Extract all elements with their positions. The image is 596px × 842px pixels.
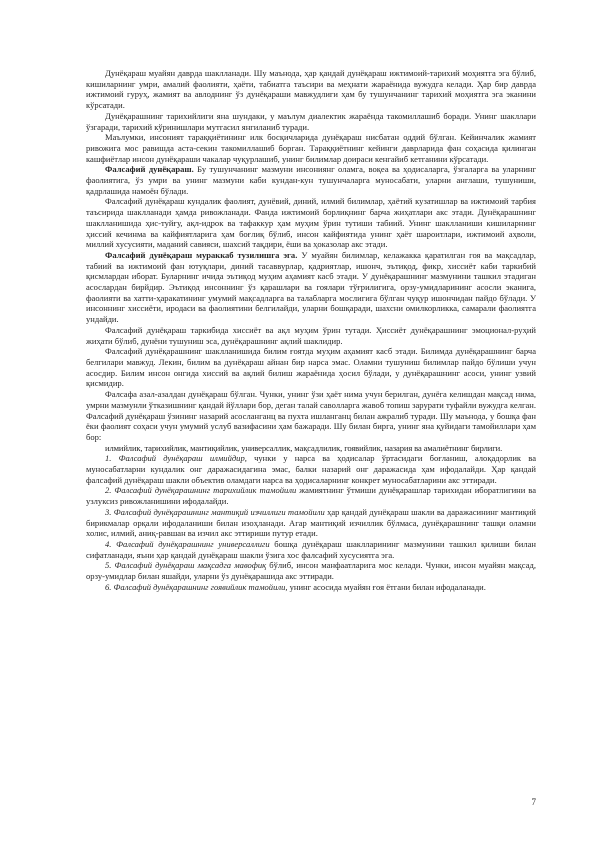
paragraph-4-text: Бу тушунчанинг мазмуни инсониянг оламга, воқеа ва ҳодисаларга, ўзгаларга ва уларнинг фаолиятига, ўз умри ва унинг мазмуни каби кундан-кун тушунчаларга муносабати, уларни англаши, тушуниши, қадрлашида намоён бўлади. (86, 164, 536, 196)
principle-6 (86, 582, 536, 593)
principle-6-lead: 6. Фалсафий дунёқарашнинг гоявийлик тамойили, (105, 581, 288, 592)
principle-2 (86, 485, 536, 506)
paragraph-8 (86, 346, 536, 389)
paragraph-3 (86, 132, 536, 164)
principle-5-lead: 5. Фалсафий дунёқараш мақсадга мавофиқ (105, 560, 267, 571)
principle-1-text: чунки у нарса ва ҳодисалар ўртасидаги боғланиш, алоқадорлик ва муносабатларни кундалик онг даражасидагина эмас, балки назарий онг даражасида ҳам ифодалайди. Ҳар қандай фалсафий дунёқараш шакли объектив оламдаги нарса ва ҳодисаларнинг конкрет муносабатларини акс эттиради. (86, 453, 536, 485)
principle-5-text: бўлиб, инсон манфаатларига мос келади. Чунки, инсон муайян мақсад, орзу-умидлар билан яшайди, уларни ўз дунёқарашида акс эттиради. (86, 560, 536, 582)
principle-3 (86, 507, 536, 539)
paragraph-6 (86, 250, 536, 325)
paragraph-10 (86, 443, 536, 454)
paragraph-10-text: илмийлик, тарихийлик, мантиқийлик, универсаллик, мақсадлилик, гоявийлик, назария ва амалиётнинг бирлиги. (105, 442, 503, 453)
paragraph-6-lead: Фалсафий дунёқараш мураккаб тузилишга эга. (105, 249, 298, 260)
paragraph-1-text: Дунёқараш муайян даврда шаклланади. Шу маънода, ҳар қандай дунёқараш ижтимоий-тарихий моҳиятга эга бўлиб, кишиларнинг умри, амалий фаолияти, ҳаёти, табиатга таъсири ва меҳнати жараёнида вужудга келади. Ҳар бир даврда ижтимоий гуруҳ, жамият ва авлоднинг ўз дунёқараши мавжудлиги ҳам бу тушунчанинг тарихий моҳиятга эга эканини кўрсатади. (86, 68, 536, 111)
paragraph-8-text: Фалсафий дунёқарашнинг шаклланишида билим ғоятда муҳим аҳамият касб этади. Билимда дунёқарашнинг барча белгилари мавжуд. Лекин, билим ва дунёқараш айнан бир нарса эмас. Оламни тушуниш билимлар пайдо бўлиши учун асосдир. Билим инсон онгида хиссий ва ақлий билиш жараёнида ҳосил бўлади, у дунёқарашнинг асоси, унинг узвий қисмидир. (86, 346, 536, 389)
principle-6-text: унинг асосида муайян ғоя ётгани билан ифодаланади. (287, 581, 486, 592)
principle-1-lead: 1. Фалсафий дунёқараш илмийдир, (105, 453, 247, 464)
paragraph-4 (86, 164, 536, 196)
paragraph-5 (86, 196, 536, 250)
page-number: 7 (531, 797, 536, 807)
principle-4 (86, 539, 536, 560)
paragraph-5-text: Фалсафий дунёқараш кундалик фаолият, дунёвий, диний, илмий билимлар, ҳаётий кузатишлар ва ижтимоий тарбия таъсирида шаклланади ҳамда ривожланади. Фанда ижтимоий борлиқнинг барча жиҳатлари акс этади. Дунёқарашнинг шаклланишида ҳис-туйғу, ақл-идрок ва тафаккур ҳам муҳим ўрин тутиши табиий. Унинг шаклланиши кишиларнинг ҳиссий кечинма ва кайфиятларига ҳам боғлиқ бўлиб, инсон кайфиятида унинг ҳаёт шароитлари, ижтимоий аҳволи, миллий хусусияти, маданий савияси, шахсий тақдири, ёши ва ҳоказолар акс этади. (86, 196, 536, 250)
principle-3-lead: 3. Фалсафий дунёқарашнинг мантиқий изчиллиги тамойили (105, 506, 325, 517)
paragraph-1 (86, 68, 536, 111)
paragraph-6-text: У муайян билимлар, келажакка қаратилган гоя ва мақсадлар, табиий ва ижтимоий фан ютуқлари, диний тасаввурлар, қадриятлар, ишонч, эътиқод, фикр, хиссиёт каби таркибий қисмлардан иборат. Буларнинг ичида эътиқод муҳим аҳамият касб этади. У дунёқарашнинг мазмунини ташкил этадиган асослардан бирйдир. Эътиқод инсоннинг ўз қарашлари ва гоялари тўғрилигига, орзу-умидларининг асосли эканига, фаолияти ва хатти-ҳаракатининг умумий мақсадларга ва талабларга мослигига бўлган чуқур ишончидан пайдо бўлади. У инсоннинг хиссиёти, иродаси ва фаолиятини белгилайди, уларни бошқаради, шахсни омилкорликка, самарали фаолиятга ундайди. (86, 249, 536, 325)
paragraph-2 (86, 111, 536, 132)
paragraph-4-lead: Фалсафий дунёқараш. (105, 164, 194, 175)
principle-1 (86, 453, 536, 485)
principle-2-text: жамиятнинг ўтмиши дунёқарашлар тарихидан иборатлигини ва узлуксиз ривожланишини ифодалайди. (86, 485, 536, 507)
principle-5 (86, 560, 536, 581)
principle-4-lead: 4. Фалсафий дунёқарашнинг универсаллиги (105, 538, 270, 549)
paragraph-2-text: Дунёқарашнинг тарихийлиги яна шундаки, у маълум диалектик жараёнда такомиллашиб боради. Унинг шакллари ўзгаради, тарихий кўринишлари мутгасил янгиланиб туради. (86, 110, 536, 132)
principle-2-lead: 2. Фалсафий дунёқарашнинг тарихийлик тамойили (105, 485, 297, 496)
principle-3-text: ҳар қандай дунёқараш шакли ва даражасининг мантиқий бирикмалар орқали ифодаланиши билан изоҳланади. Агар мантиқий изчиллик бўлмаса, дунёқарашнинг ташқи оламни холис, илмий, аниқ-равшан ва изчил акс эттириши путур етади. (86, 506, 536, 539)
paragraph-3-text: Маълумки, инсоният тараққиётининг илк босқичларида дунёқараш нисбатан оддий бўлган. Кейинчалик жамият ривожига мос равишда аста-секин такомиллашиб борган. Тараққиётнинг кейинги даврларида фан соҳасида қилинган кашфиётлар инсон дунёқараши чакалар чуқурлашиб, унинг билимлар доираси кенгайиб кетганини кўрсатади. (86, 132, 536, 164)
paragraph-7 (86, 325, 536, 346)
paragraph-9 (86, 389, 536, 443)
principle-4-text: бошқа дунёқараш шаклларининг мазмунини ташкил қилиши билан сифатланади, яъни ҳар қандай дунёқараш шакли ўзига хос фалсафий хусусиятга эга. (86, 538, 536, 560)
paragraph-7-text: Фалсафий дунёқараш таркибида хиссиёт ва ақл муҳим ўрин тутади. Ҳиссиёт дунёқарашнинг эмоционал-руҳий жиҳати бўлиб, дунёни тушуниш эса, дунёқарашнинг ақлий шаклидир. (86, 324, 536, 346)
paragraph-9-text: Фалсафа азал-азалдан дунёқараш бўлган. Чунки, унинг ўзи ҳаёт нима учун берилган, дунёга келишдан мақсад нима, умрни мазмунли ўтказишнинг қандай йўллари бор, деган талай саволларга жавоб топиш зарурати туфайли вужудга келган. Фалсафий дунёқараш ўзининг назарий асосланганц ва пухта ишланганц билан ажралиб туради. Шу маънода, у бошқа фан ёки фаолият соҳаси учун умумий услуб вазифасини ҳам бажаради. Шу билан бирга, унинг яна қуйидаги тамойиллари ҳам бор: (86, 389, 536, 442)
